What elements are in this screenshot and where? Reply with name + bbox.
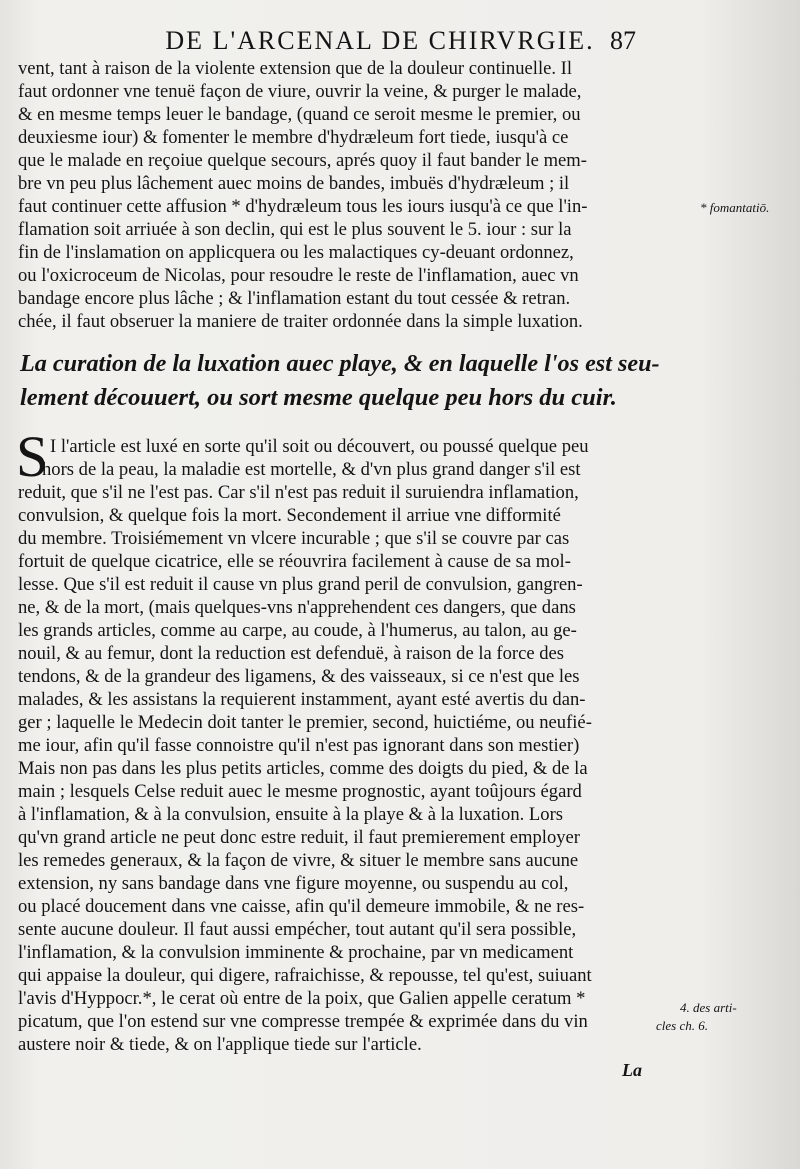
text-line: fin de l'inslamation on applicquera ou les malactiques cy-deuant ordonnez,	[18, 242, 574, 263]
text-line: austere noir & tiede, & on l'applique tiede sur l'article.	[18, 1034, 422, 1055]
margin-note: * fomantatiō.	[700, 200, 770, 215]
text-line: faut continuer cette affusion * d'hydræleum tous les iours iusqu'à ce que l'in-	[18, 196, 588, 217]
text-line: nouil, & au femur, dont la reduction est defenduë, à raison de la force des	[18, 643, 565, 664]
text-line: bandage encore plus lâche ; & l'inflamation estant du tout cessée & retran.	[18, 288, 571, 309]
text-line: qu'vn grand article ne peut donc estre reduit, il faut premierement employer	[18, 827, 580, 848]
text-line: extension, ny sans bandage dans vne figure moyenne, ou suspendu au col,	[18, 873, 569, 894]
text-line: les remedes generaux, & la façon de vivre, & situer le membre sans aucune	[18, 850, 579, 871]
text-line: du membre. Troisiémement vn vlcere incurable ; que s'il se couvre par cas	[18, 528, 570, 549]
text-line: vent, tant à raison de la violente extension que de la douleur continuelle. Il	[18, 58, 573, 79]
text-line: les grands articles, comme au carpe, au coude, à l'humerus, au talon, au ge-	[18, 620, 577, 641]
section-heading-line-2: lement découuert, ou sort mesme quelque peu hors du cuir.	[20, 384, 617, 411]
text-line: I l'article est luxé en sorte qu'il soit ou découvert, ou poussé quelque peu	[50, 436, 589, 457]
running-title: DE L'ARCENAL DE CHIRVRGIE.	[165, 26, 595, 55]
margin-note: cles ch. 6.	[656, 1018, 708, 1033]
text-line: que le malade en reçoiue quelque secours, aprés quoy il faut bander le mem-	[18, 150, 587, 171]
text-line: tendons, & de la grandeur des ligamens, & des vaisseaux, si ce n'est que les	[18, 666, 580, 687]
text-line: qui appaise la douleur, qui digere, rafraichisse, & repousse, tel qu'est, suiuant	[18, 965, 592, 986]
drop-cap: S	[16, 424, 49, 489]
text-line: flamation soit arriuée à son declin, qui est le plus souvent le 5. iour : sur la	[18, 219, 572, 240]
text-line: ou placé doucement dans vne caisse, afin qu'il demeure immobile, & ne res-	[18, 896, 585, 917]
text-line: ger ; laquelle le Medecin doit tanter le premier, second, huictiéme, ou neufié-	[18, 712, 592, 733]
text-line: main ; lesquels Celse reduit auec le mesme prognostic, ayant toûjours égard	[18, 781, 582, 802]
text-line: Mais non pas dans les plus petits articles, comme des doigts du pied, & de la	[18, 758, 588, 779]
text-line: bre vn peu plus lâchement auec moins de bandes, imbuës d'hydræleum ; il	[18, 173, 570, 194]
text-line: à l'inflamation, & à la convulsion, ensuite à la playe & à la luxation. Lors	[18, 804, 564, 825]
catchword: La	[622, 1060, 642, 1080]
text-line: faut ordonner vne tenuë façon de viure, ouvrir la veine, & purger le malade,	[18, 81, 582, 102]
text-line: malades, & les assistans la requierent instamment, ayant esté avertis du dan-	[18, 689, 586, 710]
text-line: ne, & de la mort, (mais quelques-vns n'apprehendent ces dangers, que dans	[18, 597, 576, 618]
text-line: lesse. Que s'il est reduit il cause vn plus grand peril de convulsion, gangren-	[18, 574, 583, 595]
text-line: l'avis d'Hyppocr.*, le cerat où entre de la poix, que Galien appelle ceratum *	[18, 988, 586, 1009]
text-line: deuxiesme iour) & fomenter le membre d'hydræleum fort tiede, iusqu'à ce	[18, 127, 569, 148]
text-line: convulsion, & quelque fois la mort. Secondement il arriue vne difformité	[18, 505, 561, 526]
text-line: l'inflamation, & la convulsion imminente & prochaine, par vn medicament	[18, 942, 574, 963]
section-heading-line-1: La curation de la luxation auec playe, & en laquelle l'os est seu-	[20, 350, 660, 377]
text-line: & en mesme temps leuer le bandage, (quand ce seroit mesme le premier, ou	[18, 104, 581, 125]
text-line: hors de la peau, la maladie est mortelle, & d'vn plus grand danger s'il est	[42, 459, 581, 480]
text-line: chée, il faut obseruer la maniere de traiter ordonnée dans la simple luxation.	[18, 311, 583, 332]
text-line: ou l'oxicroceum de Nicolas, pour resoudre le reste de l'inflamation, auec vn	[18, 265, 579, 286]
text-line: me iour, afin qu'il fasse connoistre qu'il n'est pas ignorant dans son mestier)	[18, 735, 580, 756]
text-line: fortuit de quelque cicatrice, elle se réouvrira facilement à cause de sa mol-	[18, 551, 571, 572]
margin-note: 4. des arti-	[680, 1000, 737, 1015]
text-line: reduit, que s'il ne l'est pas. Car s'il n'est pas reduit il suruiendra inflamation,	[18, 482, 579, 503]
text-line: sente aucune douleur. Il faut aussi empécher, tout autant qu'il sera possible,	[18, 919, 577, 940]
page-number: 87	[610, 26, 636, 55]
text-line: picatum, que l'on estend sur vne compresse trempée & exprimée dans du vin	[18, 1011, 588, 1032]
